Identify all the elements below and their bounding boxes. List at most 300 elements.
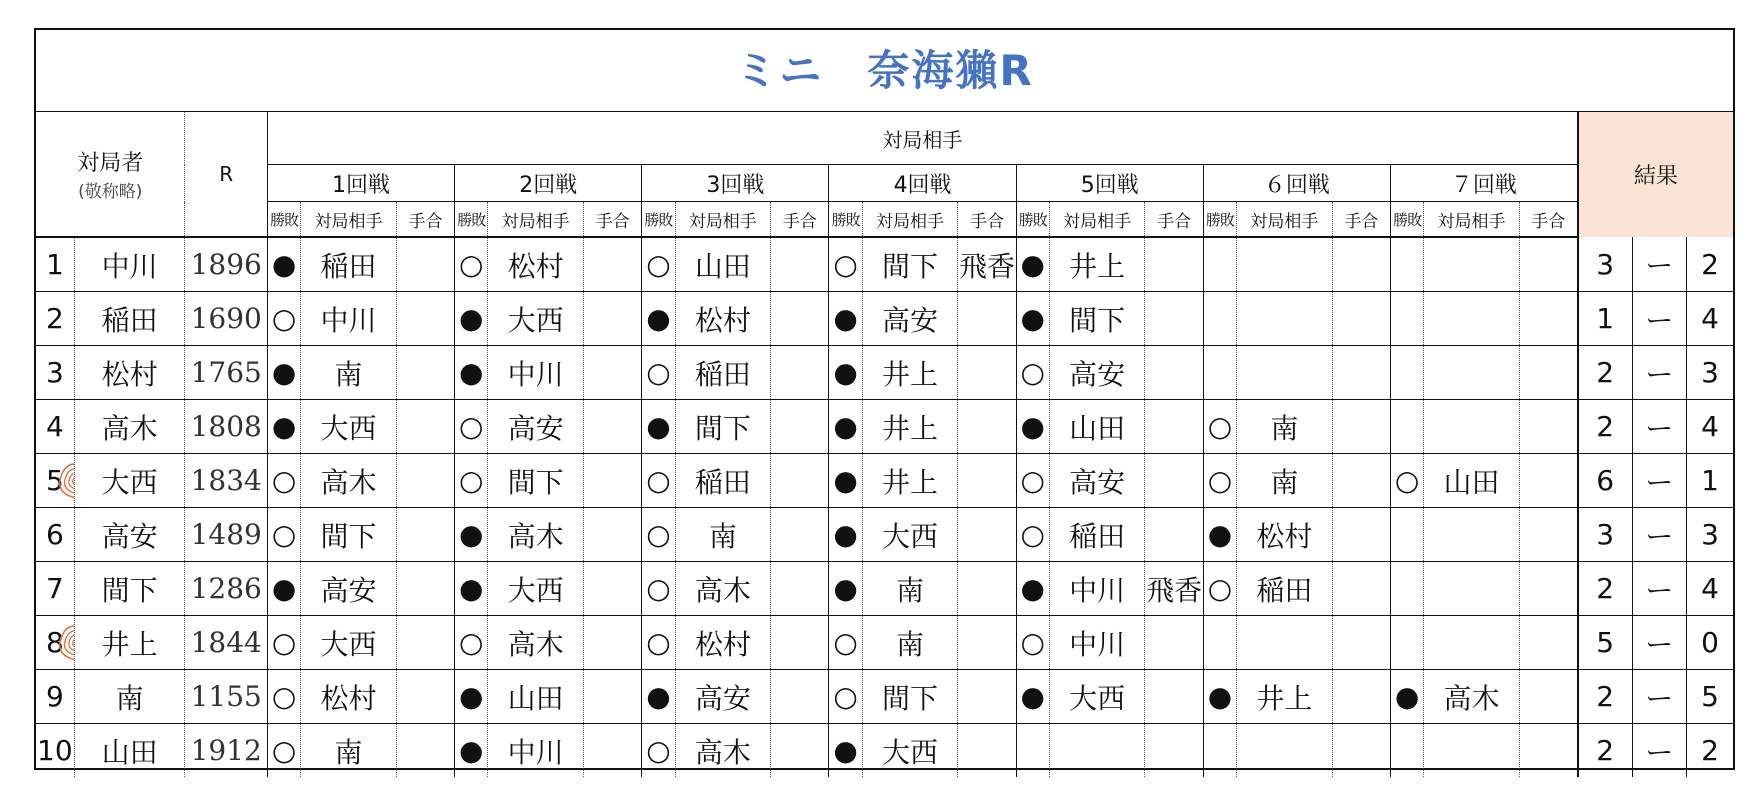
round-handicap	[1519, 346, 1577, 400]
round-result-mark	[1203, 724, 1236, 778]
round-handicap	[583, 616, 641, 670]
player-name: 稲田	[74, 292, 185, 346]
round-opponent: 高安	[862, 292, 958, 346]
player-number	[36, 670, 74, 724]
round-opponent: 大西	[488, 292, 584, 346]
player-number	[36, 562, 74, 616]
win-count: 2	[1578, 724, 1632, 778]
round-result-mark	[1391, 724, 1424, 778]
round-opponent: 高木	[675, 562, 771, 616]
handicap-subheader: 手合	[1519, 202, 1577, 238]
round-handicap	[583, 454, 641, 508]
round-handicap	[1519, 454, 1577, 508]
round-result-mark: ●	[642, 292, 675, 346]
round-result-mark: ○	[455, 616, 488, 670]
player-name: 南	[74, 670, 185, 724]
round-handicap	[1332, 508, 1390, 562]
round-opponent: 山田	[1424, 454, 1520, 508]
round-result-mark	[1391, 292, 1424, 346]
round-handicap	[1332, 454, 1390, 508]
round-opponent: 大西	[301, 400, 397, 454]
round-opponent	[1424, 400, 1520, 454]
player-number-text: 5	[45, 464, 64, 497]
player-row	[36, 616, 1733, 670]
round-opponent: 松村	[301, 670, 397, 724]
handicap-subheader: 手合	[1332, 202, 1390, 238]
wl-subheader: 勝敗	[1016, 202, 1049, 238]
round-result-mark: ●	[267, 237, 300, 292]
round-result-mark: ●	[829, 562, 862, 616]
round-result-mark	[1203, 237, 1236, 292]
wl-subheader: 勝敗	[1203, 202, 1236, 238]
round-result-mark: ○	[267, 724, 300, 778]
round-handicap	[1145, 670, 1203, 724]
player-rating: 1896	[185, 237, 268, 292]
round-opponent: 山田	[488, 670, 584, 724]
player-header-note: (敬称略)	[78, 182, 143, 202]
round-opponent: 井上	[1049, 237, 1145, 292]
round-opponent: 高木	[675, 724, 771, 778]
player-row	[36, 292, 1733, 346]
round-opponent: 稲田	[675, 346, 771, 400]
round-handicap: 飛香	[958, 237, 1016, 292]
round-handicap	[771, 616, 829, 670]
round-opponent: 稲田	[1049, 508, 1145, 562]
round-opponent: 南	[1237, 400, 1333, 454]
round-result-mark: ○	[829, 237, 862, 292]
player-row	[36, 724, 1733, 778]
round-result-mark: ○	[642, 616, 675, 670]
round-result-mark: ●	[1016, 237, 1049, 292]
opponents-header: 対局相手	[267, 112, 1577, 165]
round-handicap	[771, 400, 829, 454]
round-result-mark: ●	[455, 670, 488, 724]
handicap-subheader: 手合	[583, 202, 641, 238]
wl-subheader: 勝敗	[829, 202, 862, 238]
loss-count: 4	[1686, 292, 1733, 346]
round-opponent: 大西	[862, 508, 958, 562]
round-handicap	[1519, 562, 1577, 616]
round-opponent: 高安	[301, 562, 397, 616]
round-handicap	[958, 670, 1016, 724]
round-handicap	[396, 454, 454, 508]
round-result-mark: ○	[267, 508, 300, 562]
player-number	[36, 346, 74, 400]
loss-count: 5	[1686, 670, 1733, 724]
round-handicap	[1332, 724, 1390, 778]
player-number-text: 9	[45, 680, 64, 713]
round-handicap	[1519, 616, 1577, 670]
round-handicap	[396, 237, 454, 292]
round-handicap	[583, 562, 641, 616]
round-handicap	[1519, 400, 1577, 454]
player-number	[36, 724, 74, 778]
round-result-mark: ○	[1391, 454, 1424, 508]
round-result-mark: ●	[455, 508, 488, 562]
round-opponent: 南	[862, 616, 958, 670]
round-result-mark: ○	[642, 724, 675, 778]
round-result-mark: ○	[642, 562, 675, 616]
round-opponent: 井上	[862, 400, 958, 454]
loss-count: 3	[1686, 346, 1733, 400]
loss-count: 1	[1686, 454, 1733, 508]
win-count: 1	[1578, 292, 1632, 346]
handicap-subheader: 手合	[396, 202, 454, 238]
round-handicap	[583, 400, 641, 454]
round-handicap	[771, 724, 829, 778]
player-row	[36, 454, 1733, 508]
round-handicap	[396, 562, 454, 616]
player-row	[36, 346, 1733, 400]
round-result-mark: ●	[1391, 670, 1424, 724]
round-result-mark: ●	[1016, 400, 1049, 454]
result-header: 結果	[1578, 112, 1733, 237]
round-opponent: 高木	[488, 508, 584, 562]
round-opponent	[1049, 724, 1145, 778]
round-handicap	[583, 292, 641, 346]
result-dash: ー	[1632, 237, 1686, 292]
player-name: 井上	[74, 616, 185, 670]
wl-subheader: 勝敗	[1391, 202, 1424, 238]
round-result-mark	[1391, 400, 1424, 454]
wl-subheader: 勝敗	[642, 202, 675, 238]
result-dash: ー	[1632, 400, 1686, 454]
player-rating: 1844	[185, 616, 268, 670]
round-handicap	[396, 508, 454, 562]
round-opponent: 中川	[1049, 562, 1145, 616]
round-opponent: 中川	[1049, 616, 1145, 670]
round-result-mark	[1016, 724, 1049, 778]
win-count: 2	[1578, 346, 1632, 400]
round-result-mark: ○	[267, 616, 300, 670]
round-result-mark: ○	[267, 670, 300, 724]
player-row	[36, 237, 1733, 292]
round-result-mark: ●	[642, 400, 675, 454]
opponent-subheader: 対局相手	[301, 202, 397, 238]
round-handicap	[1332, 400, 1390, 454]
loss-count: 2	[1686, 237, 1733, 292]
round-result-mark: ○	[1016, 508, 1049, 562]
round-handicap	[396, 616, 454, 670]
round-handicap	[1332, 346, 1390, 400]
round-result-mark: ●	[455, 562, 488, 616]
round-result-mark: ●	[455, 292, 488, 346]
round-handicap	[396, 400, 454, 454]
round-opponent: 中川	[301, 292, 397, 346]
round-result-mark: ●	[1016, 292, 1049, 346]
round-opponent: 稲田	[301, 237, 397, 292]
player-name: 高木	[74, 400, 185, 454]
round-result-mark: ○	[1016, 454, 1049, 508]
result-dash: ー	[1632, 670, 1686, 724]
round-handicap	[958, 562, 1016, 616]
round-opponent: 井上	[1237, 670, 1333, 724]
round-result-mark: ○	[1203, 454, 1236, 508]
player-number	[36, 400, 74, 454]
round-opponent: 松村	[488, 237, 584, 292]
round-handicap	[1519, 724, 1577, 778]
round-opponent: 間下	[1049, 292, 1145, 346]
score-sheet	[34, 28, 1735, 770]
player-row	[36, 670, 1733, 724]
round-opponent: 南	[1237, 454, 1333, 508]
round-handicap	[958, 454, 1016, 508]
round-opponent	[1424, 562, 1520, 616]
round-handicap	[771, 292, 829, 346]
round-handicap	[1145, 508, 1203, 562]
round-handicap	[1145, 724, 1203, 778]
round-result-mark: ○	[455, 400, 488, 454]
wl-subheader: 勝敗	[267, 202, 300, 238]
round-opponent: 南	[862, 562, 958, 616]
round-handicap	[583, 508, 641, 562]
player-number-text: 6	[45, 518, 64, 551]
round-handicap	[396, 724, 454, 778]
round-opponent: 松村	[675, 292, 771, 346]
round-header: 2回戦	[455, 165, 642, 202]
round-handicap	[396, 292, 454, 346]
rose-stamp-icon	[58, 462, 74, 500]
round-handicap	[958, 292, 1016, 346]
round-opponent: 高安	[1049, 346, 1145, 400]
round-result-mark: ●	[1203, 508, 1236, 562]
rating-header: R	[185, 112, 268, 237]
round-handicap	[958, 724, 1016, 778]
round-result-mark	[1391, 616, 1424, 670]
win-count: 6	[1578, 454, 1632, 508]
round-handicap	[1145, 346, 1203, 400]
round-handicap	[1519, 670, 1577, 724]
round-opponent: 松村	[1237, 508, 1333, 562]
round-header: 3回戦	[642, 165, 829, 202]
result-dash: ー	[1632, 454, 1686, 508]
result-dash: ー	[1632, 508, 1686, 562]
round-result-mark	[1391, 562, 1424, 616]
player-number	[36, 292, 74, 346]
round-result-mark: ○	[1016, 346, 1049, 400]
round-result-mark: ●	[455, 724, 488, 778]
player-number-text: 10	[37, 734, 73, 767]
round-result-mark: ●	[267, 346, 300, 400]
player-number	[36, 508, 74, 562]
round-handicap	[771, 454, 829, 508]
round-result-mark: ○	[455, 237, 488, 292]
round-result-mark: ●	[829, 292, 862, 346]
player-name: 間下	[74, 562, 185, 616]
round-result-mark: ○	[642, 454, 675, 508]
round-handicap	[771, 562, 829, 616]
loss-count: 2	[1701, 734, 1719, 767]
player-rating: 1765	[185, 346, 268, 400]
round-opponent: 中川	[488, 346, 584, 400]
round-opponent: 高木	[488, 616, 584, 670]
round-opponent: 南	[301, 724, 397, 778]
round-handicap	[396, 346, 454, 400]
round-handicap	[1332, 670, 1390, 724]
round-opponent: 井上	[862, 454, 958, 508]
round-result-mark: ●	[829, 346, 862, 400]
round-handicap	[1332, 237, 1390, 292]
result-dash: ー	[1632, 562, 1686, 616]
round-opponent: 南	[675, 508, 771, 562]
player-rating: 1834	[185, 454, 268, 508]
round-opponent: 山田	[675, 237, 771, 292]
round-opponent	[1424, 346, 1520, 400]
loss-count: 4	[1686, 562, 1733, 616]
win-count: 3	[1578, 508, 1632, 562]
opponent-subheader: 対局相手	[1237, 202, 1333, 238]
standings-table	[36, 112, 1733, 777]
player-number-text: 2	[45, 302, 64, 335]
round-opponent	[1424, 237, 1520, 292]
round-handicap	[771, 346, 829, 400]
round-handicap	[583, 670, 641, 724]
round-opponent: 間下	[488, 454, 584, 508]
round-header: 5回戦	[1016, 165, 1203, 202]
round-opponent	[1424, 724, 1520, 778]
player-header-label: 対局者	[77, 151, 144, 176]
round-result-mark: ●	[1016, 670, 1049, 724]
page-title: ミニ 奈海獺R	[36, 30, 1733, 112]
round-opponent	[1237, 346, 1333, 400]
round-handicap	[583, 346, 641, 400]
player-name: 中川	[74, 237, 185, 292]
round-opponent: 高安	[675, 670, 771, 724]
round-handicap	[583, 724, 641, 778]
round-result-mark: ●	[1203, 670, 1236, 724]
handicap-subheader: 手合	[771, 202, 829, 238]
opponent-subheader: 対局相手	[862, 202, 958, 238]
round-result-mark: ○	[829, 616, 862, 670]
opponent-subheader: 対局相手	[488, 202, 584, 238]
player-number	[36, 237, 74, 292]
round-opponent: 大西	[488, 562, 584, 616]
round-handicap	[396, 670, 454, 724]
player-row	[36, 562, 1733, 616]
player-number-text: 3	[45, 356, 64, 389]
round-opponent: 間下	[675, 400, 771, 454]
round-result-mark: ○	[1203, 562, 1236, 616]
result-dash: ー	[1632, 616, 1686, 670]
round-handicap	[958, 346, 1016, 400]
round-result-mark: ○	[455, 454, 488, 508]
round-result-mark: ○	[1203, 400, 1236, 454]
round-result-mark: ○	[642, 508, 675, 562]
round-handicap	[1519, 508, 1577, 562]
player-rating: 1690	[185, 292, 268, 346]
round-opponent	[1237, 292, 1333, 346]
round-opponent	[1237, 616, 1333, 670]
round-result-mark	[1203, 346, 1236, 400]
round-opponent: 中川	[488, 724, 584, 778]
player-header	[36, 112, 185, 237]
round-opponent: 間下	[301, 508, 397, 562]
opponent-subheader: 対局相手	[1424, 202, 1520, 238]
round-opponent: 間下	[862, 237, 958, 292]
round-result-mark: ○	[267, 454, 300, 508]
round-handicap	[583, 237, 641, 292]
round-opponent: 大西	[301, 616, 397, 670]
win-count: 2	[1578, 400, 1632, 454]
round-handicap	[1145, 454, 1203, 508]
round-handicap	[958, 400, 1016, 454]
round-result-mark: ○	[267, 292, 300, 346]
loss-count: 0	[1686, 616, 1733, 670]
win-count: 5	[1578, 616, 1632, 670]
round-result-mark: ○	[642, 237, 675, 292]
round-opponent	[1237, 724, 1333, 778]
round-opponent: 山田	[1049, 400, 1145, 454]
round-handicap	[958, 508, 1016, 562]
round-opponent	[1424, 508, 1520, 562]
player-number	[36, 616, 74, 670]
player-number	[36, 454, 74, 508]
round-opponent: 南	[301, 346, 397, 400]
player-number-text: 4	[45, 410, 64, 443]
player-rating: 1286	[185, 562, 268, 616]
player-rating: 1489	[185, 508, 268, 562]
round-result-mark: ●	[267, 400, 300, 454]
player-name: 高安	[74, 508, 185, 562]
round-result-mark	[1391, 346, 1424, 400]
round-opponent: 稲田	[1237, 562, 1333, 616]
player-rating: 1155	[185, 670, 268, 724]
round-result-mark	[1203, 292, 1236, 346]
player-number-text: 7	[45, 572, 64, 605]
player-row	[36, 508, 1733, 562]
round-opponent: 高木	[1424, 670, 1520, 724]
round-opponent	[1424, 616, 1520, 670]
round-handicap	[1332, 616, 1390, 670]
player-row	[36, 400, 1733, 454]
round-header: ７回戦	[1391, 165, 1578, 202]
loss-count: 4	[1686, 400, 1733, 454]
round-result-mark	[1391, 508, 1424, 562]
round-opponent: 大西	[1049, 670, 1145, 724]
round-result-mark: ●	[829, 454, 862, 508]
player-number-text: 1	[45, 248, 64, 281]
round-opponent: 高木	[301, 454, 397, 508]
round-handicap	[1332, 562, 1390, 616]
win-count: 3	[1578, 237, 1632, 292]
round-opponent: 高安	[1049, 454, 1145, 508]
round-result-mark: ●	[642, 670, 675, 724]
result-dash: ー	[1632, 724, 1686, 778]
round-result-mark	[1391, 237, 1424, 292]
result-dash: ー	[1632, 346, 1686, 400]
handicap-subheader: 手合	[1145, 202, 1203, 238]
opponent-subheader: 対局相手	[675, 202, 771, 238]
player-number-text: 8	[45, 626, 64, 659]
round-opponent	[1424, 292, 1520, 346]
wl-subheader: 勝敗	[455, 202, 488, 238]
round-handicap	[771, 508, 829, 562]
round-header: 4回戦	[829, 165, 1016, 202]
player-name: 山田	[74, 724, 185, 778]
round-handicap	[1145, 237, 1203, 292]
round-opponent: 稲田	[675, 454, 771, 508]
round-result-mark: ●	[267, 562, 300, 616]
round-opponent: 大西	[862, 724, 958, 778]
round-result-mark: ●	[829, 724, 862, 778]
round-handicap	[771, 670, 829, 724]
round-handicap	[1332, 292, 1390, 346]
round-result-mark: ●	[1016, 562, 1049, 616]
round-result-mark: ○	[829, 670, 862, 724]
round-handicap: 飛香	[1145, 562, 1203, 616]
win-count: 2	[1578, 562, 1632, 616]
result-dash: ー	[1632, 292, 1686, 346]
